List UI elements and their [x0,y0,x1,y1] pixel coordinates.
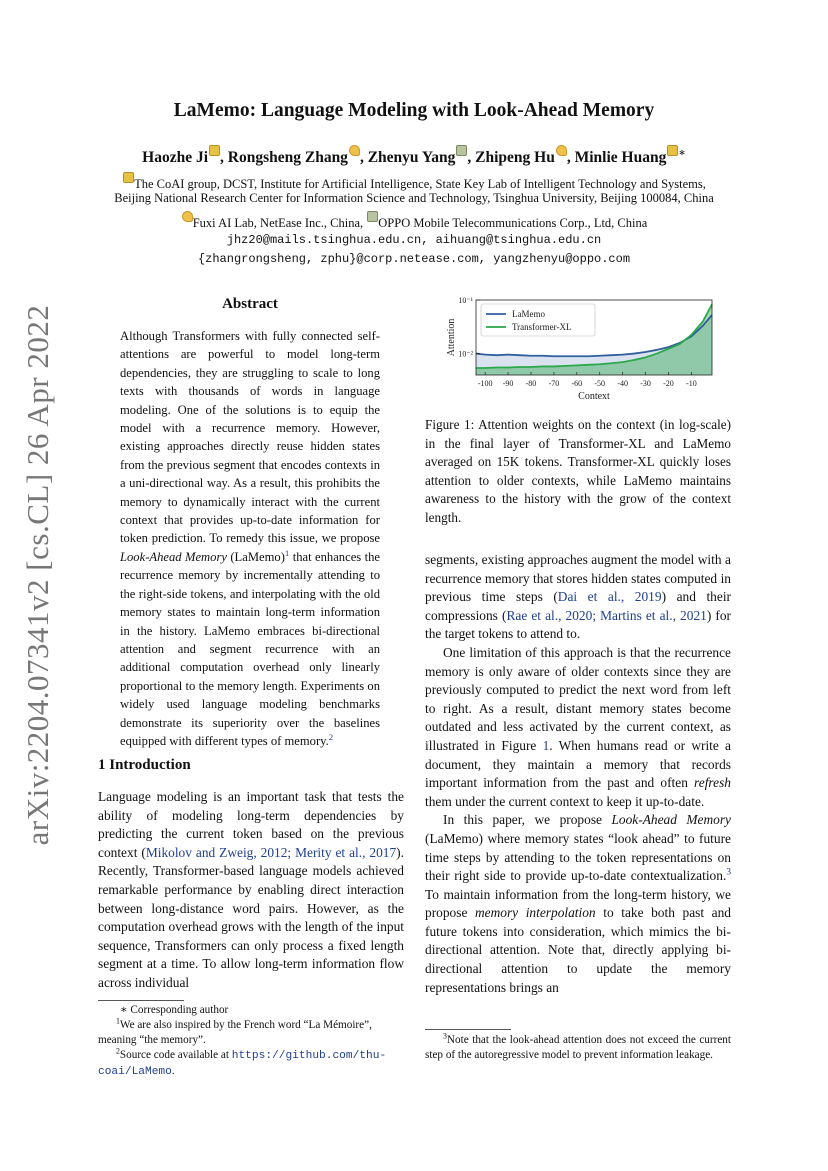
footnote-divider [425,1029,511,1030]
footnote: $^3$Note that the look-ahead attention does not exceed the current step of the autoregressive model to prevent information leakage. [425,1031,731,1061]
footnote-ref[interactable]: 3 [726,867,731,878]
citation-link[interactable]: Rae et al., 2020; Martins et al., 2021 [506,607,707,623]
figure-ref-link[interactable]: 1 [542,737,550,753]
x-tick-label: -10 [686,379,697,388]
paper-title: LaMemo: Language Modeling with Look-Ahead Memory [173,100,655,121]
oppo-badge-icon [367,211,378,222]
fuxi-badge-icon [349,145,360,156]
attention-chart [436,290,726,405]
oppo-badge-icon [456,145,467,156]
affiliation-line: Beijing National Research Center for Information Science and Technology, Tsinghua University, Beijing 100084, China [114,191,714,205]
right-column-text [425,551,731,997]
coai-badge-icon [123,172,134,183]
footnote-ref[interactable]: 2 [328,731,334,742]
x-tick-label: -20 [663,379,674,388]
y-tick-label: 10⁻² [458,349,473,359]
x-tick-label: -80 [525,379,537,388]
x-tick-label: -30 [640,379,651,388]
y-tick-label: 10⁻¹ [458,296,473,305]
x-tick-label: -70 [548,379,560,388]
x-axis-label: Context [578,391,610,402]
footnote: ∗ Corresponding author [120,1004,229,1016]
y-axis-label: Attention [446,318,457,357]
arxiv-identifier: arXiv:2204.07341v2 [cs.CL] 26 Apr 2022 [20,304,55,846]
section-heading: 1 Introduction [98,757,191,773]
footnote: $^2$Source code available at https://github.com/thu-coai/LaMemo. [98,1046,387,1078]
author-name: Zhipeng Hu [475,149,555,167]
x-tick-label: -60 [571,379,583,388]
author-name: Rongsheng Zhang [227,149,348,167]
x-tick-label: -100 [477,379,493,388]
legend-entry: LaMemo [512,309,545,319]
affiliation-line: Fuxi AI Lab, NetEase Inc., China, OPPO Mobile Telecommunications Corp., Ltd, China [0,211,828,231]
footnote-ref[interactable]: 1 [284,547,290,558]
author-name: Zhenyu Yang [367,149,456,167]
email-line: jhz20@mails.tsinghua.edu.cn, aihuang@tsinghua.edu.cn [226,233,602,247]
citation-link[interactable]: Mikolov and Zweig, 2012; Merity et al., 2017 [145,844,397,860]
corresponding-mark: ∗ [678,147,686,159]
affiliation-line: The CoAI group, DCST, Institute for Artificial Intelligence, State Key Lab of Intelligent Technology and Systems, [0,172,828,192]
footnotes [98,1003,404,1080]
fuxi-badge-icon [556,145,567,156]
x-tick-label: -50 [594,379,606,388]
intro-text: Language modeling is an important task that tests the ability of modeling long-term dependencies by predicting the current token based on the previous context (Mikolov and Zweig, 2012; Merity et al., 2017). Recently, Transformer-based language models achieved remarkable performance by enabling direct interaction between long-distance word pairs. However, as the computation overhead grows with the length of the input sequence, Transformers can only process a fixed length segment at a time. To allow long-term information flow across individual [98,789,404,990]
citation-link[interactable]: Dai et al., 2019 [557,589,662,605]
author-name: Haozhe Ji [142,149,209,167]
figure-caption: Figure 1: Attention weights on the context (in log-scale) in the final layer of Transformer-XL and LaMemo averaged on 15K tokens. Transformer-XL quickly loses attention to older contexts, while LaMemo maintains awareness to the history with the grow of the context length. [425,417,731,525]
email-line: {zhangrongsheng, zphu}@corp.netease.com, yangzhenyu@oppo.com [197,252,631,266]
author-list: Haozhe Ji , Rongsheng Zhang , Zhenyu Yang , Zhipeng Hu , Minlie Huang ∗ [142,147,686,167]
paragraph: One limitation of this approach is that the recurrence memory is only aware of older contexts since they are previously computed to predict the next word from left to right. As a result, distant memory states become outdated and less activated by the current context, as illustrated in Figure 1. When humans read or write a document, they maintain a memory that records important information from the past and often refresh them under the current context to keep it up-to-date. [425,644,731,809]
coai-badge-icon [667,145,678,156]
paragraph: In this paper, we propose Look-Ahead Memory (LaMemo) where memory states “look ahead” to future time steps by attending to the token representations on their right side to provide up-to-date contextualization.$^3$ To maintain information from the long-term history, we propose memory interpolation to take both past and future tokens into consideration, which mimics the bi-directional attention. Note that, directly applying bi-directional attention to update the memory representations brings an [425,812,731,995]
paragraph: segments, existing approaches augment the model with a recurrence memory that stores hidden states computed in previous time steps (Dai et al., 2019) and their compressions (Rae et al., 2020; Martins et al., 2021) for the target tokens to attend to. [425,552,731,642]
abstract-heading: Abstract [222,296,278,312]
x-tick-label: -40 [617,379,628,388]
legend-entry: Transformer-XL [512,322,572,332]
source-code-link[interactable]: https://github.com/thu-coai/LaMemo [98,1050,387,1078]
x-tick-label: -90 [502,379,514,388]
coai-badge-icon [209,145,220,156]
footnote: $^1$We are also inspired by the French word “La Mémoire”, meaning “the memory”. [98,1016,372,1046]
author-name: Minlie Huang [574,149,667,167]
footnote-divider [98,1000,184,1001]
fuxi-badge-icon [182,211,193,222]
abstract-text: Although Transformers with fully connected self-attentions are powerful to model long-term dependencies, they are struggling to scale to long texts with thousands of words in language modeling. One of the solutions is to equip the model with a recurrence memory. However, existing approaches directly reuse hidden states from the previous segment that encodes contexts in a uni-directional way. As a result, this prohibits the memory to dynamically interact with the current context that provides up-to-date information for token prediction. To remedy this issue, we propose Look-Ahead Memory (LaMemo)$^1$ that enhances the recurrence memory by incrementally attending to the right-side tokens, and interpolating with the old memory states to maintain long-term information in the history. LaMemo embraces bi-directional attention and segment recurrence with an additional computation overhead only linearly proportional to the memory length. Experiments on widely used language modeling benchmarks demonstrate its superiority over the baselines equipped with different types of memory.$^2$ [120,329,380,748]
